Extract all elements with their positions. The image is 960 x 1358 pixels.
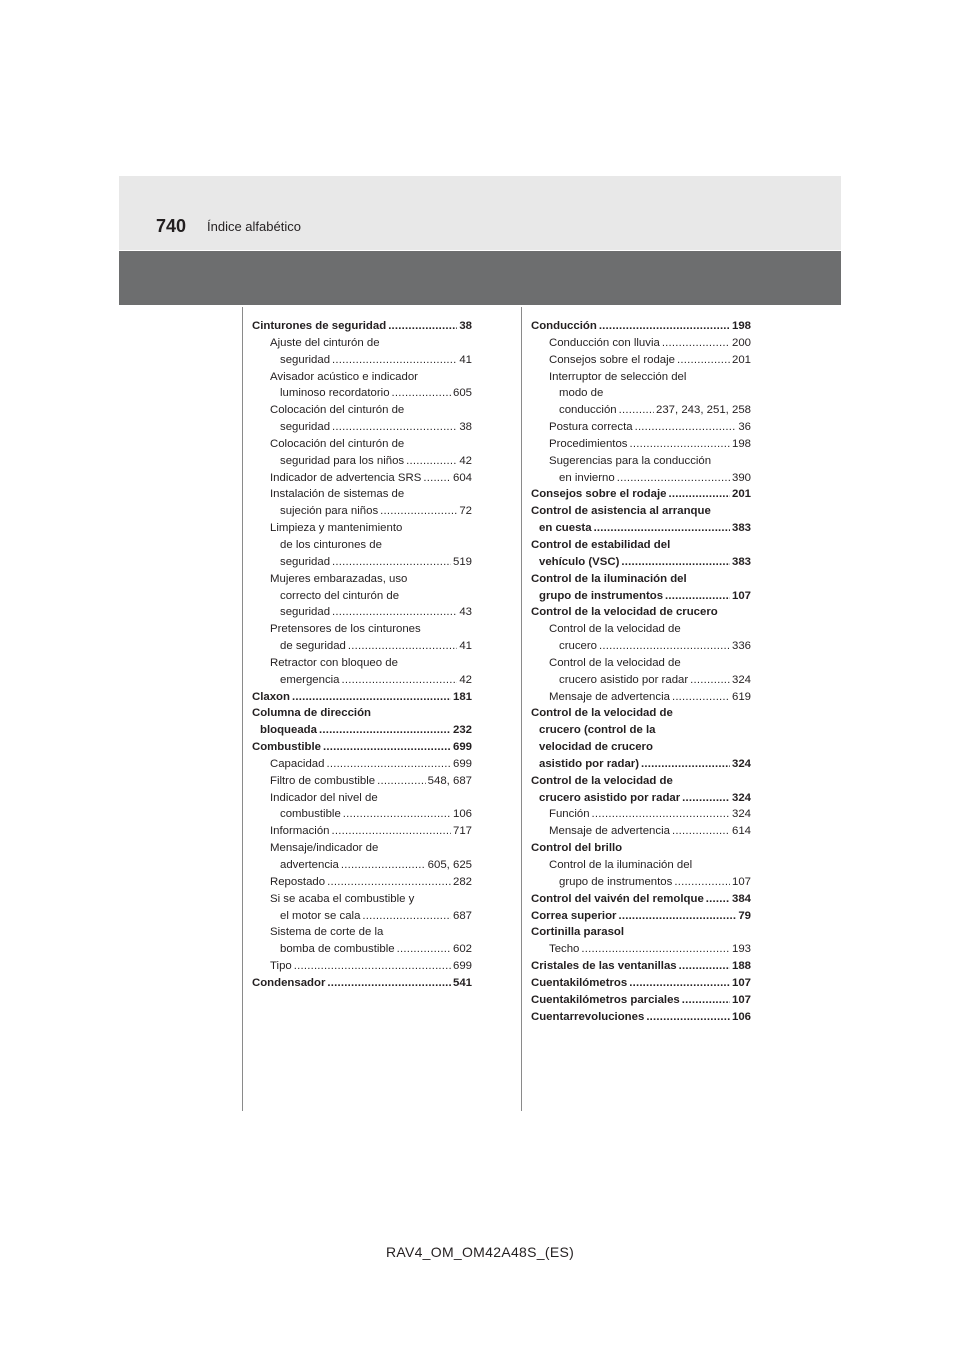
column-rule-left — [242, 307, 243, 1111]
entry-text: Mensaje de advertencia — [549, 825, 670, 838]
entry-text: de los cinturones de — [280, 538, 382, 551]
index-subentry — [252, 436, 472, 453]
index-entry — [531, 992, 751, 1009]
document-code: RAV4_OM_OM42A48S_(ES) — [385, 1244, 575, 1260]
index-subentry — [252, 655, 472, 672]
dot-leader — [679, 958, 730, 975]
entry-text: de seguridad — [280, 640, 346, 653]
entry-text: Control de la velocidad de — [531, 707, 673, 720]
entry-text: Filtro de combustible — [270, 774, 376, 787]
page-reference: 336 — [731, 640, 751, 653]
entry-text: Consejos sobre el rodaje — [549, 353, 676, 366]
index-subentry — [252, 756, 472, 773]
page-reference: 106 — [731, 1010, 751, 1023]
section-title: Índice alfabético — [207, 219, 301, 234]
index-subentry — [252, 924, 472, 941]
page-reference: 79 — [738, 909, 751, 922]
index-subentry — [531, 638, 751, 655]
index-entry — [531, 486, 751, 503]
page-reference: 107 — [731, 589, 751, 602]
entry-text: Limpieza y mantenimiento — [270, 522, 403, 535]
entry-text: correcto del cinturón de — [280, 589, 400, 602]
entry-text: Cinturones de seguridad — [252, 320, 387, 332]
entry-text: Control de la velocidad de — [549, 656, 681, 669]
entry-text: Cortinilla parasol — [531, 926, 625, 939]
dot-leader — [406, 453, 457, 470]
index-subentry — [252, 790, 472, 807]
index-entry — [531, 318, 751, 335]
entry-text: Control de la velocidad de — [531, 774, 673, 787]
page-reference: 107 — [731, 976, 751, 989]
index-subentry — [252, 891, 472, 908]
page-reference: 614 — [731, 825, 751, 838]
entry-text: Control de la velocidad de crucero — [531, 606, 718, 619]
dot-leader — [665, 588, 730, 605]
dot-leader — [618, 908, 736, 925]
page-reference: 384 — [731, 892, 751, 905]
entry-text: seguridad — [280, 555, 331, 568]
page-reference: 42 — [459, 673, 472, 686]
page-number: 740 — [156, 216, 187, 236]
entry-text: Pretensores de los cinturones — [270, 623, 421, 636]
dot-leader — [332, 352, 457, 369]
page-reference: 232 — [452, 724, 472, 737]
entry-text: Claxon — [252, 690, 290, 703]
entry-text: Sugerencias para la conducción — [549, 454, 712, 467]
dot-leader — [682, 992, 730, 1009]
page-reference: 107 — [731, 875, 751, 888]
entry-text: Control de estabilidad del — [531, 538, 671, 551]
dot-leader — [292, 689, 451, 706]
index-subentry — [531, 874, 751, 891]
index-subentry — [252, 503, 472, 520]
entry-text: el motor se cala — [280, 909, 361, 922]
dot-leader — [682, 790, 730, 807]
page-reference: 548, 687 — [427, 774, 472, 787]
page-reference: 699 — [452, 741, 472, 754]
entry-text: vehículo (VSC) — [539, 555, 620, 568]
index-subentry — [252, 621, 472, 638]
entry-text: Control de la iluminación del — [549, 859, 693, 871]
index-subentry — [531, 453, 751, 470]
dot-leader — [662, 335, 730, 352]
page-reference: 282 — [452, 875, 472, 888]
index-entry — [531, 790, 751, 807]
entry-text: Control del brillo — [531, 842, 623, 855]
dot-leader — [646, 1009, 730, 1026]
index-subentry — [252, 874, 472, 891]
index-subentry — [531, 369, 751, 386]
index-entry — [531, 1009, 751, 1026]
index-subentry — [531, 385, 751, 402]
index-subentry — [252, 638, 472, 655]
entry-text: Mensaje/indicador de — [270, 842, 379, 855]
index-subentry — [252, 402, 472, 419]
entry-text: emergencia — [280, 673, 340, 686]
entry-text: Procedimientos — [549, 437, 628, 450]
header-bar — [119, 251, 841, 305]
dot-leader — [630, 436, 730, 453]
entry-text: grupo de instrumentos — [559, 875, 673, 888]
index-entry — [531, 975, 751, 992]
page-reference: 181 — [452, 690, 472, 703]
dot-leader — [621, 554, 730, 571]
page-reference: 193 — [731, 943, 751, 956]
index-subentry — [252, 369, 472, 386]
dot-leader — [332, 419, 457, 436]
page-reference: 604 — [452, 471, 472, 484]
entry-text: Cuentakilómetros — [531, 976, 628, 989]
index-entry — [531, 739, 751, 756]
index-subentry — [531, 672, 751, 689]
entry-text: Cristales de las ventanillas — [531, 960, 677, 973]
page-reference: 699 — [452, 960, 472, 973]
index-entry — [531, 773, 751, 790]
index-subentry — [531, 436, 751, 453]
index-entry — [252, 722, 472, 739]
index-subentry — [252, 908, 472, 925]
index-subentry — [531, 806, 751, 823]
dot-leader — [668, 486, 730, 503]
entry-text: Combustible — [252, 741, 321, 754]
entry-text: crucero asistido por radar — [559, 673, 689, 686]
index-entry — [531, 705, 751, 722]
index-subentry — [531, 823, 751, 840]
entry-text: Cuentarrevoluciones — [531, 1010, 645, 1023]
index-entry — [531, 554, 751, 571]
dot-leader — [319, 722, 451, 739]
page-reference: 188 — [731, 960, 751, 973]
index-subentry — [252, 453, 472, 470]
entry-text: Techo — [549, 943, 580, 956]
index-subentry — [531, 655, 751, 672]
entry-text: velocidad de crucero — [539, 741, 653, 754]
index-subentry — [252, 588, 472, 605]
page-reference: 200 — [731, 336, 751, 349]
page-reference: 42 — [459, 454, 472, 467]
entry-text: Colocación del cinturón de — [270, 437, 405, 450]
entry-text: Cuentakilómetros parciales — [531, 993, 680, 1006]
index-column-right — [531, 318, 751, 1025]
dot-leader — [332, 554, 451, 571]
page-reference: 324 — [731, 791, 751, 804]
page-reference: 383 — [731, 555, 751, 568]
page-reference: 38 — [459, 320, 472, 332]
page-reference: 198 — [731, 320, 751, 332]
dot-leader — [323, 739, 451, 756]
index-entry — [531, 958, 751, 975]
dot-leader — [599, 638, 730, 655]
index-entry — [531, 840, 751, 857]
column-rule-right — [521, 307, 522, 1111]
entry-text: Mujeres embarazadas, uso — [270, 572, 408, 585]
entry-text: asistido por radar) — [539, 757, 640, 770]
index-subentry — [252, 958, 472, 975]
page-reference: 717 — [452, 825, 472, 838]
entry-text: conducción — [559, 404, 617, 417]
dot-leader — [341, 857, 426, 874]
index-subentry — [531, 402, 751, 419]
entry-text: modo de — [559, 387, 604, 400]
index-column-left — [252, 318, 472, 992]
index-entry — [531, 756, 751, 773]
entry-text: Instalación de sistemas de — [270, 488, 405, 501]
index-subentry — [252, 419, 472, 436]
index-subentry — [252, 470, 472, 487]
entry-text: Conducción — [531, 320, 597, 332]
index-subentry — [531, 857, 751, 874]
index-subentry — [252, 857, 472, 874]
entry-text: seguridad — [280, 606, 331, 619]
page-reference: 201 — [731, 353, 751, 366]
dot-leader — [343, 806, 451, 823]
page-reference: 106 — [452, 808, 472, 821]
page-reference: 699 — [452, 757, 472, 770]
entry-text: Columna de dirección — [252, 707, 371, 720]
dot-leader — [326, 756, 451, 773]
entry-text: crucero (control de la — [539, 724, 656, 737]
entry-text: sujeción para niños — [280, 505, 379, 518]
index-subentry — [252, 486, 472, 503]
index-entry — [531, 520, 751, 537]
entry-text: advertencia — [280, 859, 339, 871]
page-reference: 519 — [452, 555, 472, 568]
dot-leader — [388, 318, 457, 335]
entry-text: Consejos sobre el rodaje — [531, 488, 667, 501]
page-reference: 602 — [452, 943, 472, 956]
dot-leader — [423, 470, 451, 487]
index-entry — [252, 975, 472, 992]
page-reference: 324 — [731, 808, 751, 821]
entry-text: Condensador — [252, 976, 326, 989]
index-entry — [531, 908, 751, 925]
index-subentry — [252, 672, 472, 689]
index-subentry — [531, 941, 751, 958]
index-subentry — [252, 537, 472, 554]
page-reference: 687 — [452, 909, 472, 922]
dot-leader — [377, 773, 426, 790]
entry-text: Interruptor de selección del — [549, 370, 687, 383]
page-reference: 198 — [731, 437, 751, 450]
page-reference: 383 — [731, 522, 751, 535]
entry-text: seguridad para los niños — [280, 454, 405, 467]
entry-text: Sistema de corte de la — [270, 926, 384, 939]
index-entry — [531, 924, 751, 941]
page-reference: 541 — [452, 976, 472, 989]
dot-leader — [348, 638, 457, 655]
page-reference: 324 — [731, 673, 751, 686]
entry-text: en invierno — [559, 471, 615, 484]
entry-text: Tipo — [270, 960, 292, 973]
entry-text: bomba de combustible — [280, 943, 395, 956]
entry-text: Si se acaba el combustible y — [270, 892, 415, 905]
index-entry — [531, 537, 751, 554]
entry-text: Repostado — [270, 875, 326, 888]
dot-leader — [629, 975, 730, 992]
dot-leader — [327, 874, 451, 891]
dot-leader — [672, 823, 730, 840]
entry-text: Control de la velocidad de — [549, 623, 681, 636]
entry-text: seguridad — [280, 353, 331, 366]
index-subentry — [252, 604, 472, 621]
index-subentry — [531, 470, 751, 487]
entry-text: Postura correcta — [549, 421, 633, 434]
dot-leader — [594, 520, 730, 537]
page-reference: 605, 625 — [427, 859, 472, 871]
index-entry — [252, 689, 472, 706]
entry-text: Conducción con lluvia — [549, 336, 660, 349]
page-reference: 107 — [731, 993, 751, 1006]
index-subentry — [531, 352, 751, 369]
index-subentry — [252, 840, 472, 857]
entry-text: luminoso recordatorio — [280, 387, 390, 400]
index-entry — [531, 503, 751, 520]
entry-text: Función — [549, 808, 590, 821]
entry-text: Correa superior — [531, 909, 617, 922]
page-reference: 36 — [738, 421, 751, 434]
entry-text: Mensaje de advertencia — [549, 690, 670, 703]
entry-text: Información — [270, 825, 330, 838]
page-reference: 41 — [459, 353, 472, 366]
entry-text: grupo de instrumentos — [539, 589, 664, 602]
page-reference: 605 — [452, 387, 472, 400]
index-entry — [531, 891, 751, 908]
entry-text: Retractor con bloqueo de — [270, 656, 398, 669]
header-band — [119, 176, 841, 250]
page-reference: 41 — [459, 640, 472, 653]
entry-text: en cuesta — [539, 522, 592, 535]
entry-text: Avisador acústico e indicador — [270, 370, 418, 383]
index-entry — [531, 588, 751, 605]
page-reference: 201 — [731, 488, 751, 501]
index-subentry — [252, 554, 472, 571]
entry-text: bloqueada — [260, 724, 317, 737]
page-reference: 619 — [731, 690, 751, 703]
dot-leader — [592, 806, 730, 823]
page-reference: 324 — [731, 757, 751, 770]
entry-text: combustible — [280, 808, 341, 821]
index-entry — [531, 571, 751, 588]
index-entry — [531, 604, 751, 621]
entry-text: Control de asistencia al arranque — [531, 505, 711, 518]
entry-text: Capacidad — [270, 757, 325, 770]
index-entry — [252, 705, 472, 722]
index-entry — [252, 739, 472, 756]
entry-text: crucero asistido por radar — [539, 791, 681, 804]
dot-leader — [706, 891, 730, 908]
dot-leader — [392, 385, 451, 402]
dot-leader — [674, 874, 730, 891]
index-entry — [531, 722, 751, 739]
index-subentry — [531, 419, 751, 436]
entry-text: Indicador de advertencia SRS — [270, 471, 422, 484]
page-reference: 237, 243, 251, 258 — [655, 404, 751, 417]
index-subentry — [252, 773, 472, 790]
dot-leader — [641, 756, 730, 773]
dot-leader — [617, 470, 730, 487]
dot-leader — [581, 941, 730, 958]
index-subentry — [252, 385, 472, 402]
entry-text: Colocación del cinturón de — [270, 404, 405, 417]
dot-leader — [672, 689, 730, 706]
index-subentry — [252, 941, 472, 958]
dot-leader — [619, 402, 654, 419]
entry-text: Ajuste del cinturón de — [270, 336, 380, 349]
index-subentry — [252, 823, 472, 840]
dot-leader — [327, 975, 451, 992]
entry-text: seguridad — [280, 421, 331, 434]
dot-leader — [635, 419, 737, 436]
entry-text: Indicador del nivel de — [270, 791, 378, 804]
page-reference: 43 — [459, 606, 472, 619]
index-subentry — [531, 335, 751, 352]
index-subentry — [252, 571, 472, 588]
entry-text: Control del vaivén del remolque — [531, 892, 704, 905]
dot-leader — [397, 941, 451, 958]
dot-leader — [332, 823, 451, 840]
dot-leader — [599, 318, 730, 335]
page-reference: 38 — [459, 421, 472, 434]
index-subentry — [252, 335, 472, 352]
dot-leader — [677, 352, 730, 369]
index-subentry — [252, 520, 472, 537]
dot-leader — [342, 672, 458, 689]
dot-leader — [332, 604, 457, 621]
entry-text: crucero — [559, 640, 597, 653]
entry-text: Control de la iluminación del — [531, 572, 687, 585]
index-subentry — [252, 352, 472, 369]
index-subentry — [531, 689, 751, 706]
dot-leader — [294, 958, 451, 975]
page-reference: 72 — [459, 505, 472, 518]
page-reference: 390 — [731, 471, 751, 484]
dot-leader — [380, 503, 457, 520]
index-subentry — [531, 621, 751, 638]
index-entry — [252, 318, 472, 335]
dot-leader — [690, 672, 730, 689]
index-subentry — [252, 806, 472, 823]
dot-leader — [362, 908, 451, 925]
